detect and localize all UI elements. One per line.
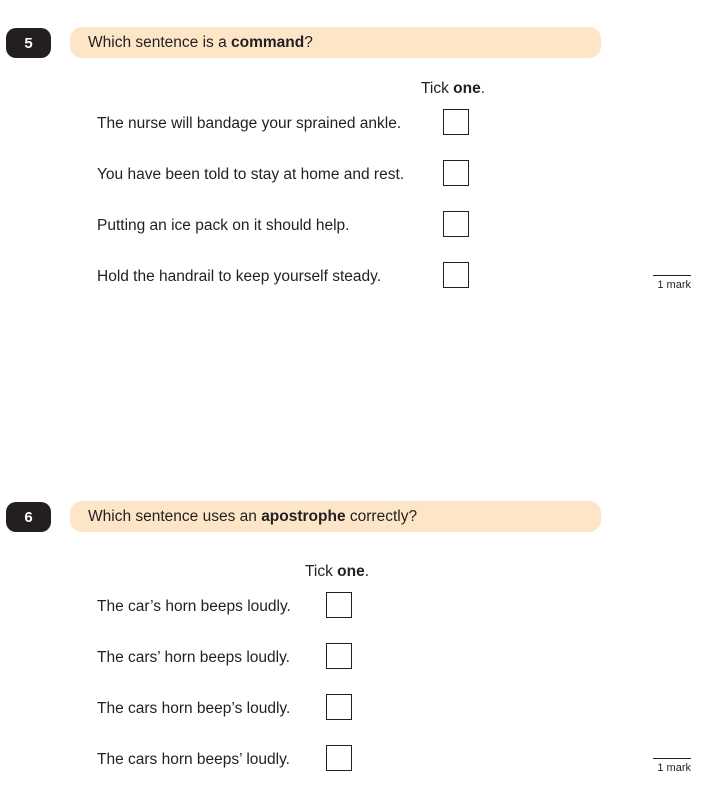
mark-label: 1 mark <box>653 758 691 774</box>
tick-box[interactable] <box>443 262 469 288</box>
option-label: Hold the handrail to keep yourself steady. <box>97 268 382 285</box>
tick-box[interactable] <box>326 694 352 720</box>
question-prompt <box>70 27 601 58</box>
tick-box[interactable] <box>443 160 469 186</box>
option-label: The cars’ horn beeps loudly. <box>97 649 290 666</box>
option-label: The nurse will bandage your sprained ankle. <box>97 115 402 132</box>
question-number: 6 <box>6 502 51 532</box>
tick-keyword: one <box>453 80 481 97</box>
question-prompt <box>70 501 601 532</box>
tick-end: . <box>364 563 370 580</box>
tick-instruction <box>305 563 369 581</box>
tick-box[interactable] <box>443 211 469 237</box>
tick-end: . <box>480 80 486 97</box>
prompt-text: Which sentence uses an <box>88 507 262 525</box>
tick-text: Tick <box>421 80 454 97</box>
prompt-keyword: command <box>231 33 305 51</box>
tick-box[interactable] <box>326 745 352 771</box>
tick-box[interactable] <box>326 643 352 669</box>
question-number: 5 <box>6 28 51 58</box>
option-label: Putting an ice pack on it should help. <box>97 217 350 234</box>
prompt-keyword: apostrophe <box>261 507 346 525</box>
tick-keyword: one <box>337 563 365 580</box>
option-label: You have been told to stay at home and rest. <box>97 166 405 183</box>
prompt-text: Which sentence is a <box>88 33 232 51</box>
prompt-text-end: ? <box>304 33 313 51</box>
option-label: The cars horn beep’s loudly. <box>97 700 291 717</box>
option-label: The cars horn beeps’ loudly. <box>97 751 290 768</box>
mark-label: 1 mark <box>653 275 691 291</box>
option-label: The car’s horn beeps loudly. <box>97 598 291 615</box>
tick-instruction <box>421 80 485 98</box>
tick-box[interactable] <box>443 109 469 135</box>
tick-box[interactable] <box>326 592 352 618</box>
tick-text: Tick <box>305 563 338 580</box>
prompt-text-end: correctly? <box>345 507 418 525</box>
